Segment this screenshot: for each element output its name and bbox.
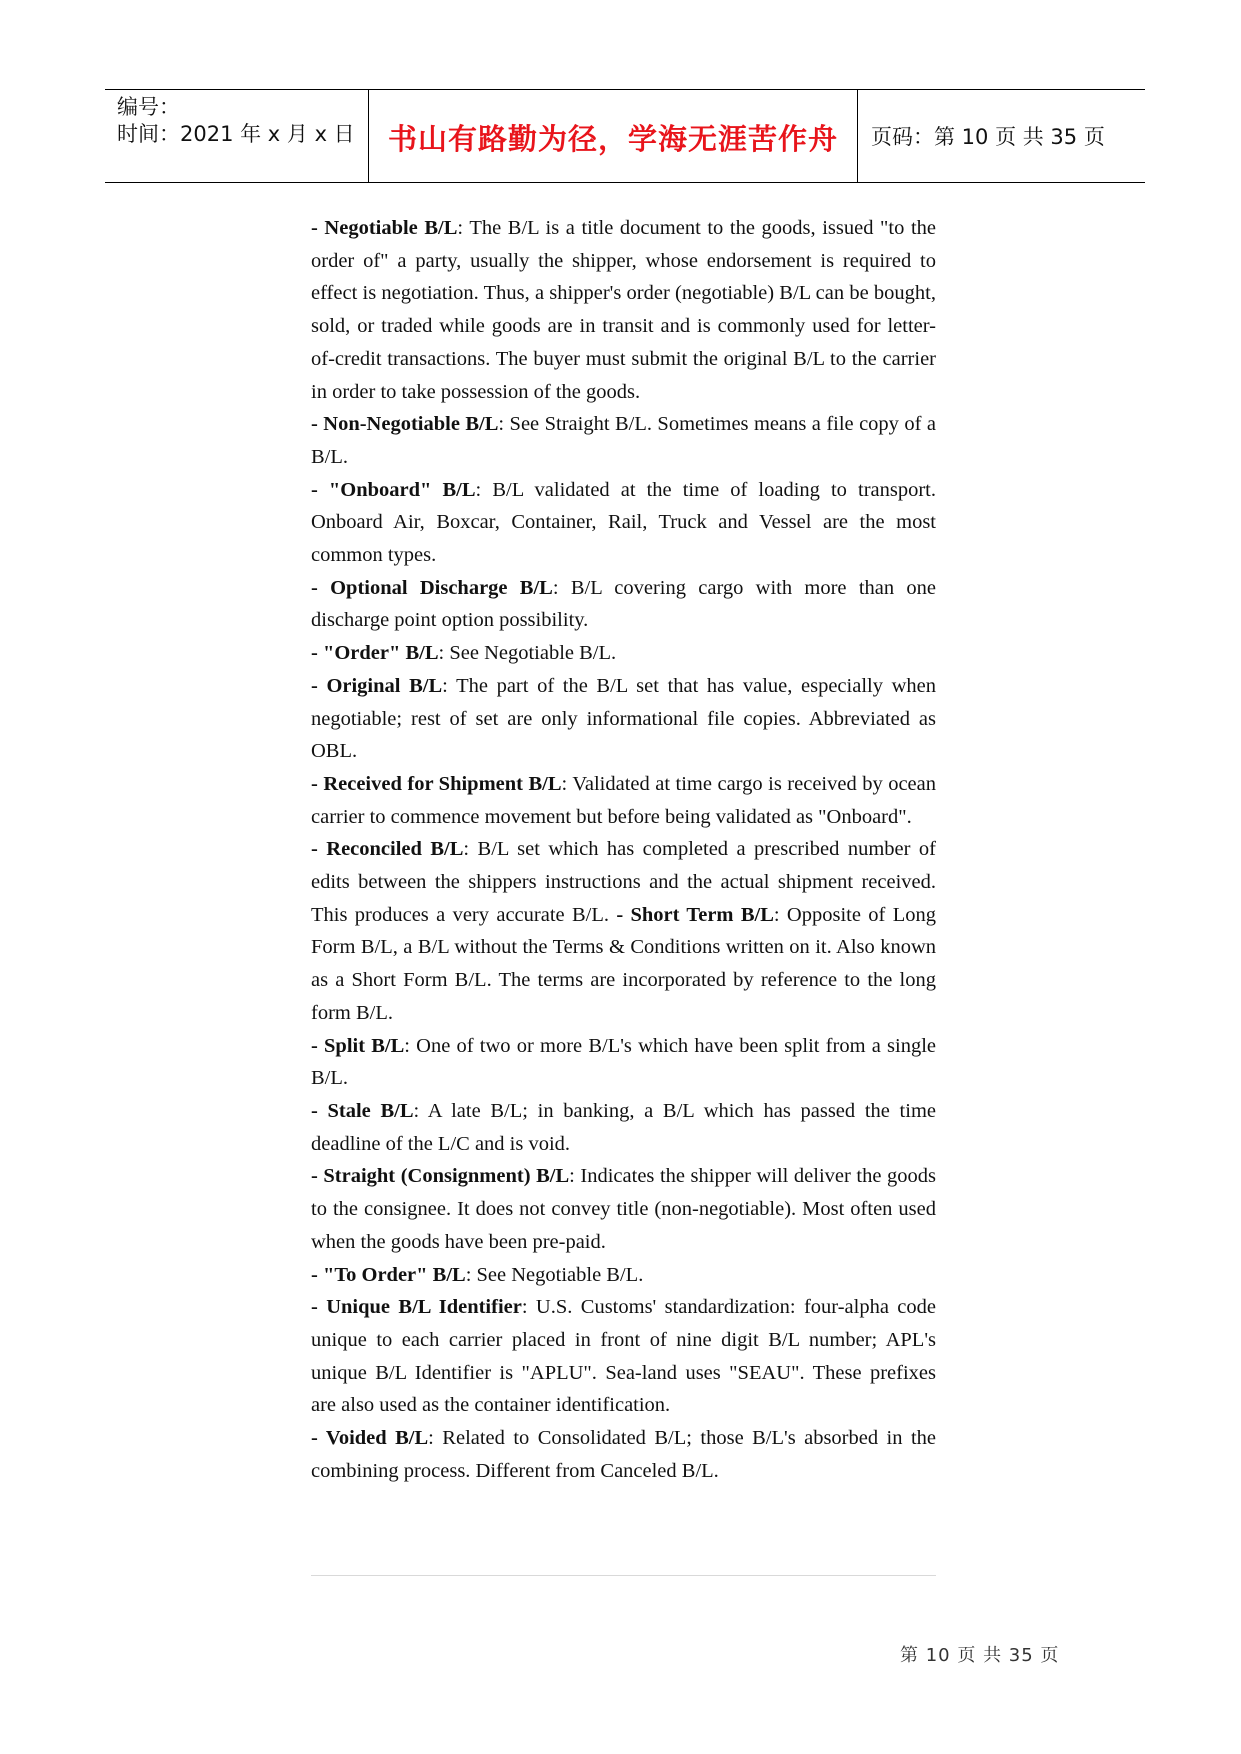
entry-term: - Stale B/L <box>311 1099 414 1122</box>
entry-term: - "Onboard" B/L <box>311 478 476 501</box>
document-header <box>105 89 1145 183</box>
glossary-entry <box>311 637 936 670</box>
glossary-entry <box>311 1422 936 1487</box>
entry-definition: : Indicates the shipper will deliver the goods to the consignee. It does not convey title (non-negotiable). Most often used when the goods have been pre-paid. <box>311 1165 936 1253</box>
glossary-entry <box>311 1291 936 1422</box>
entry-definition: : See Negotiable B/L. <box>465 1263 644 1286</box>
glossary-entry <box>311 212 936 408</box>
header-motto: 书山有路勤为径，学海无涯苦作舟 <box>387 121 838 156</box>
document-number-label: 编号： <box>117 95 180 119</box>
entry-definition: : See Straight B/L. Sometimes means a file copy of a B/L. <box>311 413 936 468</box>
entry-term: - Negotiable B/L <box>311 217 458 239</box>
entry-definition: : U.S. Customs' standardization: four-alpha code unique to each carrier placed in front of nine digit B/L number; APL's unique B/L Identifier is "APLU". Sea-land uses "SEAU". These prefixes are also used as the container identification. <box>311 1296 936 1417</box>
entry-term: - Received for Shipment B/L <box>311 772 562 795</box>
content-divider <box>311 1575 936 1576</box>
entry-definition: : A late B/L; in banking, a B/L which has passed the time deadline of the L/C and is void. <box>311 1099 936 1155</box>
glossary-entry <box>311 408 936 473</box>
entry-term: - Unique B/L Identifier <box>311 1296 522 1319</box>
entry-term: - Optional Discharge B/L <box>311 576 553 599</box>
entry-definition: : Related to Consolidated B/L; those B/L's absorbed in the combining process. Different from Canceled B/L. <box>311 1427 936 1482</box>
entry-term: - Non-Negotiable B/L <box>311 413 499 436</box>
header-motto-cell <box>369 90 858 182</box>
glossary-entry <box>311 1030 936 1095</box>
entry-definition: : See Negotiable B/L. <box>438 642 617 665</box>
glossary-entry <box>311 1095 936 1160</box>
entry-term: - Reconciled B/L <box>311 838 464 861</box>
glossary-body <box>311 212 936 1487</box>
document-date-label: 时间：2021 年 x 月 x 日 <box>117 122 355 146</box>
page-footer: 第 10 页 共 35 页 <box>900 1645 1060 1666</box>
entry-term: - "Order" B/L <box>311 642 439 665</box>
entry-definition: : One of two or more B/L's which have been split from a single B/L. <box>311 1034 936 1090</box>
header-page-info: 页码：第 10 页 共 35 页 <box>871 125 1105 149</box>
glossary-entry <box>311 768 936 833</box>
glossary-entry <box>311 670 936 768</box>
entry-definition: : B/L covering cargo with more than one discharge point option possibility. <box>311 576 936 632</box>
entry-definition: : Validated at time cargo is received by ocean carrier to commence movement but before being validated as "Onboard". <box>311 772 936 828</box>
glossary-entry <box>311 1160 936 1258</box>
entry-definition: : B/L set which has completed a prescribed number of edits between the shippers instructions and the actual shipment received. This produces a very accurate B/L. <box>311 838 936 926</box>
entry-term: - "To Order" B/L <box>311 1263 466 1286</box>
glossary-entry <box>311 1259 936 1292</box>
header-meta-cell <box>105 90 369 182</box>
entry-term: - Straight (Consignment) B/L <box>311 1165 570 1188</box>
entry-definition: : B/L validated at the time of loading to transport. Onboard Air, Boxcar, Container, Rail, Truck and Vessel are the most common types. <box>311 478 936 567</box>
glossary-entry <box>311 474 936 572</box>
glossary-entry <box>311 833 936 1029</box>
entry-term: - Short Term B/L <box>616 903 774 926</box>
entry-term: - Voided B/L <box>311 1427 429 1450</box>
entry-definition: : Opposite of Long Form B/L, a B/L without the Terms & Conditions written on it. Also known as a Short Form B/L. The terms are incorporated by reference to the long form B/L. <box>311 903 936 1024</box>
header-page-cell <box>858 90 1145 182</box>
glossary-entry <box>311 572 936 637</box>
entry-term: - Original B/L <box>311 674 443 697</box>
entry-definition: : The part of the B/L set that has value, especially when negotiable; rest of set are only informational file copies. Abbreviated as OBL. <box>311 674 936 763</box>
entry-term: - Split B/L <box>311 1034 405 1057</box>
entry-definition: : The B/L is a title document to the goods, issued "to the order of" a party, usually the shipper, whose endorsement is required to effect is negotiation. Thus, a shipper's order (negotiable) B/L can be bought, sold, or traded while goods are in transit and is commonly used for letter-of-credit transactions. The buyer must submit the original B/L to the carrier in order to take possession of the goods. <box>311 217 936 403</box>
